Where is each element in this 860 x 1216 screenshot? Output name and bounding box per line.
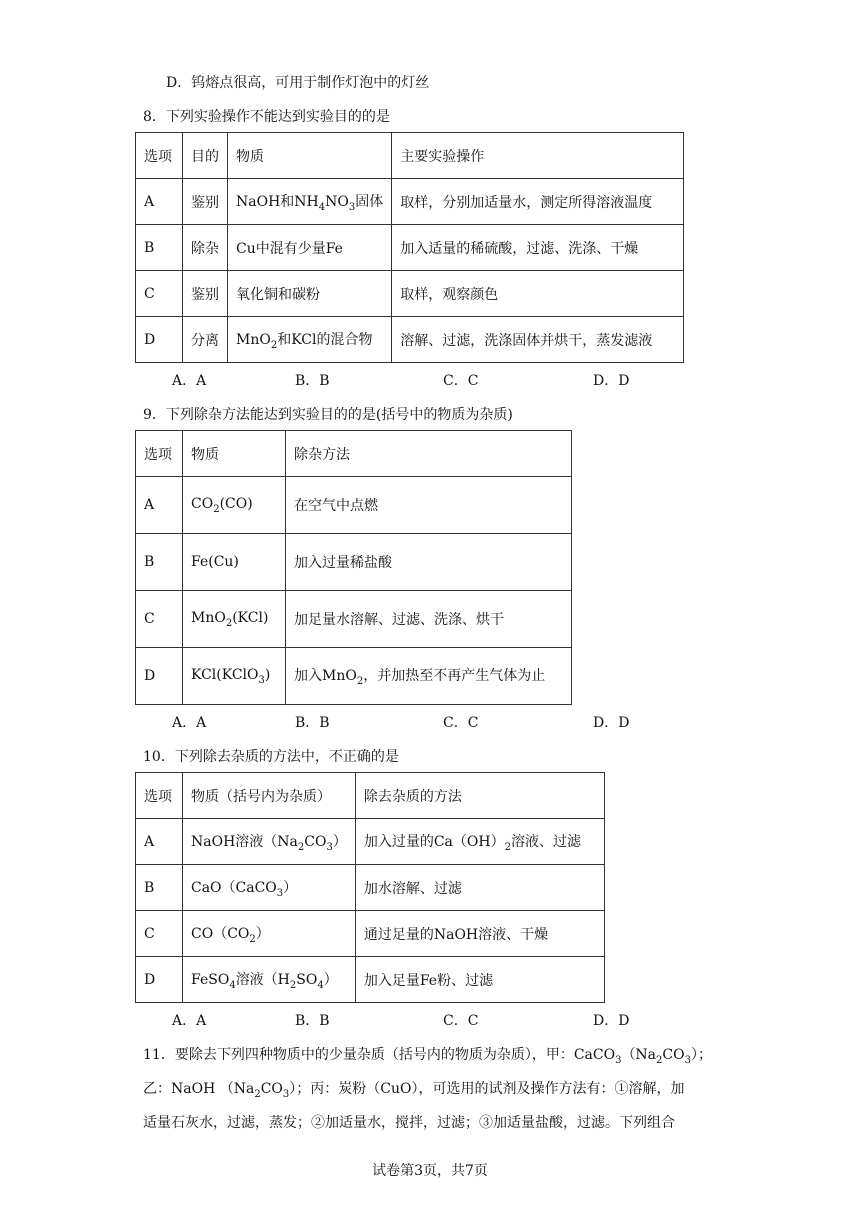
table-row (136, 225, 684, 271)
substance-cell: CaO（CaCO$_3$） (183, 865, 356, 911)
method-cell: 加水溶解、过滤 (355, 865, 604, 911)
header-cell: 物质 (228, 133, 392, 179)
option-cell: A (136, 819, 183, 865)
table-row (136, 865, 605, 911)
q9-stem: 9．下列除杂方法能达到实验目的的是(括号中的物质为杂质) (143, 407, 513, 423)
choice-c: C．C (443, 715, 479, 731)
choice-b: B．B (295, 373, 330, 389)
table-row (136, 819, 605, 865)
option-cell: C (136, 911, 183, 957)
substance-cell: Fe(Cu) (183, 534, 286, 591)
substance-cell: $CO_2(CO)$ (183, 477, 286, 534)
table-header-row (136, 431, 572, 477)
header-cell: 选项 (136, 431, 183, 477)
table-row (136, 534, 572, 591)
method-cell: 通过足量的NaOH溶液、干燥 (355, 911, 604, 957)
purpose-cell: 鉴别 (183, 179, 228, 225)
purpose-cell: 分离 (183, 317, 228, 363)
table-row (136, 957, 605, 1003)
header-cell: 除杂方法 (286, 431, 572, 477)
table-header-row (136, 133, 684, 179)
substance-cell: FeSO$_4$溶液$(H_2SO_4)$ (183, 957, 356, 1003)
header-cell: 选项 (136, 133, 183, 179)
q10-stem: 10．下列除去杂质的方法中，不正确的是 (143, 749, 399, 765)
option-cell: C (136, 591, 183, 648)
table-row (136, 477, 572, 534)
choice-d: D．D (593, 1013, 630, 1029)
option-cell: A (136, 477, 183, 534)
substance-cell: MnO$_2$和KCl的混合物 (228, 317, 392, 363)
method-cell: 加入过量的$Ca(OH)_2$溶液、过滤 (355, 819, 604, 865)
method-cell: 在空气中点燃 (286, 477, 572, 534)
option-cell: C (136, 271, 183, 317)
table-row (136, 911, 605, 957)
choice-b: B．B (295, 1013, 330, 1029)
table-row (136, 648, 572, 705)
substance-cell: Cu中混有少量Fe (228, 225, 392, 271)
operation-cell: 溶解、过滤，洗涤固体并烘干，蒸发滤液 (392, 317, 684, 363)
header-cell: 物质（括号内为杂质） (183, 773, 356, 819)
q11-line-2: 乙：NaOH $(Na_2CO_3)$；丙：炭粉（CuO），可选用的试剂及操作方法有：①溶解，加 (143, 1081, 685, 1100)
option-cell: B (136, 534, 183, 591)
q11-line-1: 11．要除去下列四种物质中的少量杂质（括号内的物质为杂质），甲：$CaCO_3(Na_2CO_3)$； (143, 1047, 712, 1066)
header-cell: 选项 (136, 773, 183, 819)
choice-b: B．B (295, 715, 330, 731)
option-cell: D (136, 317, 183, 363)
option-cell: B (136, 225, 183, 271)
option-cell: A (136, 179, 183, 225)
substance-cell: $CO(CO_2)$ (183, 911, 356, 957)
operation-cell: 取样，观察颜色 (392, 271, 684, 317)
substance-cell: MnO$_2$(KCl) (183, 591, 286, 648)
q11-line-3: 适量石灰水，过滤，蒸发；②加适量水，搅拌，过滤；③加适量盐酸，过滤。下列组合 (143, 1115, 675, 1131)
method-cell: 加入过量稀盐酸 (286, 534, 572, 591)
header-cell: 主要实验操作 (392, 133, 684, 179)
table-header-row (136, 773, 605, 819)
option-cell: B (136, 865, 183, 911)
option-cell: D (136, 957, 183, 1003)
choice-c: C．C (443, 1013, 479, 1029)
choice-d: D．D (593, 373, 630, 389)
method-cell: 加足量水溶解、过滤、洗涤、烘干 (286, 591, 572, 648)
choice-c: C．C (443, 373, 479, 389)
operation-cell: 取样，分别加适量水，测定所得溶液温度 (392, 179, 684, 225)
choice-d: D．D (593, 715, 630, 731)
q7-option-d: D．钨熔点很高，可用于制作灯泡中的灯丝 (166, 75, 430, 91)
choice-a: A．A (172, 715, 207, 731)
q9-table (135, 430, 572, 705)
substance-cell: KCl(KClO$_3$) (183, 648, 286, 705)
choice-a: A．A (172, 373, 207, 389)
substance-cell: NaOH溶液$(Na_2CO_3)$ (183, 819, 356, 865)
table-row (136, 591, 572, 648)
q8-table (135, 132, 684, 363)
option-cell: D (136, 648, 183, 705)
header-cell: 除去杂质的方法 (355, 773, 604, 819)
method-cell: 加入足量Fe粉、过滤 (355, 957, 604, 1003)
substance-cell: 氧化铜和碳粉 (228, 271, 392, 317)
q8-stem: 8．下列实验操作不能达到实验目的的是 (143, 109, 390, 125)
method-cell: 加入MnO$_2$，并加热至不再产生气体为止 (286, 648, 572, 705)
page-footer: 试卷第3页，共7页 (372, 1163, 488, 1179)
q10-table (135, 772, 605, 1003)
purpose-cell: 鉴别 (183, 271, 228, 317)
header-cell: 目的 (183, 133, 228, 179)
table-row (136, 271, 684, 317)
purpose-cell: 除杂 (183, 225, 228, 271)
operation-cell: 加入适量的稀硫酸，过滤、洗涤、干燥 (392, 225, 684, 271)
substance-cell: NaOH和$NH_4NO_3$固体 (228, 179, 392, 225)
table-row (136, 179, 684, 225)
choice-a: A．A (172, 1013, 207, 1029)
table-row (136, 317, 684, 363)
header-cell: 物质 (183, 431, 286, 477)
